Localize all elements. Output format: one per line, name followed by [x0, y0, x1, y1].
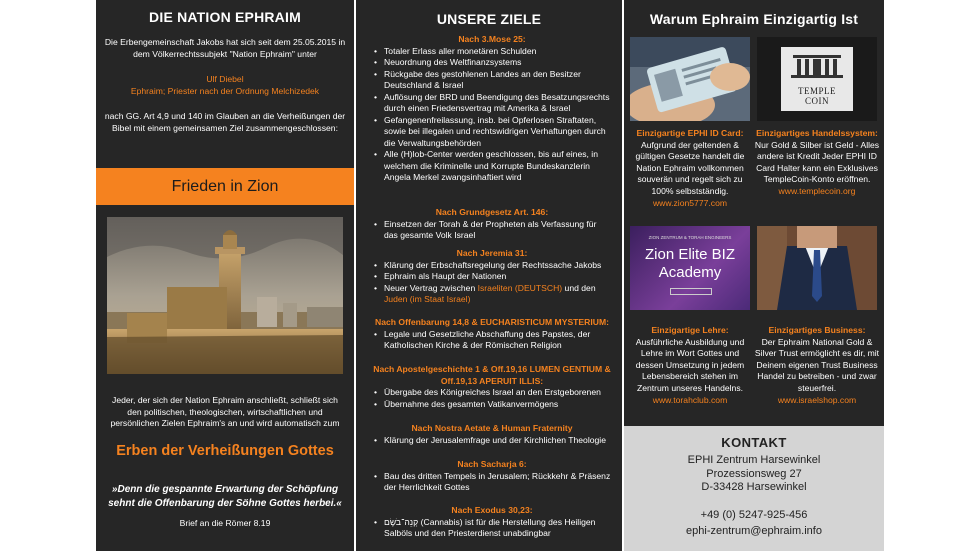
- section-heading: Nach Grundgesetz Art. 146:: [435, 207, 549, 217]
- text-part: Neuer Vertrag zwischen: [384, 282, 478, 293]
- peace-banner: Frieden in Zion: [96, 168, 354, 205]
- list-item: • Übergabe des Königreiches Israel an den Erstgeborenen: [372, 387, 612, 399]
- bullet-list: [372, 46, 612, 184]
- person-role: Ephraim; Priester nach der Ordnung Melchizedek: [130, 86, 320, 96]
- card-title: Einzigartige Lehre:: [651, 325, 729, 335]
- contact-org: EPHI Zentrum Harsewinkel: [687, 454, 821, 466]
- academy-image: [630, 226, 750, 310]
- list-item: • Einsetzen der Torah & der Propheten als Verfassung für das gesamte Volk Israel: [372, 219, 612, 242]
- person-name: Ulf Diebel: [206, 74, 244, 84]
- bullet-list: [372, 219, 612, 242]
- bullet-list: [372, 517, 612, 540]
- join-text: Jeder, der sich der Nation Ephraim anschließt, schließt sich den politischen, theologischen, wirtschaftlichen und persönlichen Zielen Ephraim's an und wird automatisch zum: [110, 395, 340, 429]
- section-heading: Nach Exodus 30,23:: [451, 505, 533, 515]
- list-item: • Klärung der Jerusalemfrage und der Kirchlichen Theologie: [372, 435, 612, 447]
- israeliten-highlight: Israeliten (DEUTSCH): [477, 282, 563, 293]
- academy-title-2: Academy: [658, 264, 722, 281]
- list-item: • Klärung der Erbschaftsregelung der Rechtssache Jakobs: [372, 260, 612, 272]
- goal-section-4: [372, 317, 612, 352]
- business-caption: [753, 325, 881, 406]
- card-text: Ausführliche Ausbildung und Lehre im Wort Gottes und dessen Umsetzung in jedem Lebensbereich stehen im Zentrum unseres Handelns.: [635, 336, 745, 393]
- id-card-image: [630, 37, 750, 121]
- contact-heading: KONTAKT: [721, 435, 787, 450]
- goal-section-6: [372, 423, 612, 446]
- card-link[interactable]: www.templecoin.org: [778, 185, 856, 196]
- goal-section-5: [372, 364, 612, 410]
- section-heading: Nach Offenbarung 14,8 & EUCHARISTICUM MYSTERIUM:: [375, 317, 609, 327]
- goal-section-2: [372, 207, 612, 242]
- section-heading: Nach Apostelgeschichte 1 & Off.19,16 LUMEN GENTIUM &: [373, 364, 611, 374]
- business-image: [757, 226, 877, 310]
- list-item: [372, 283, 612, 306]
- bullet-list: [372, 471, 612, 494]
- bullet-list: [372, 435, 612, 447]
- goal-section-8: [372, 505, 612, 540]
- section-heading: Nach Sacharja 6:: [457, 459, 527, 469]
- juden-highlight: Juden (im Staat Israel): [384, 294, 471, 304]
- contact-city: D-33428 Harsewinkel: [701, 481, 807, 493]
- list-item: • Neuordnung des Weltfinanzsystems: [372, 57, 612, 69]
- list-item: • Totaler Erlass aller monetären Schulden: [372, 46, 612, 58]
- panel-title: UNSERE ZIELE: [436, 11, 542, 27]
- list-item: • קְנֵה־בֹשֶׂם (Cannabis) ist für die Herstellung des Heiligen Salböls und den Priesterdienst unabdingbar: [372, 517, 612, 540]
- intro-text: Die Erbengemeinschaft Jakobs hat sich seit dem 25.05.2015 in dem Völkerrechtssubjekt "Nation Ephraim" unter: [104, 37, 346, 59]
- contact-box: [624, 426, 884, 551]
- panel-title: DIE NATION EPHRAIM: [149, 9, 301, 25]
- teaching-caption: [626, 325, 754, 406]
- card-text: Der Ephraim National Gold & Silver Trust ermöglicht es dir, mit Deinem eigenen Trust Business Handel zu betreiben - und zwar steuerfrei.: [754, 336, 880, 393]
- list-item: • Legale und Gesetzliche Abschaffung des Papstes, der Katholischen Kirche & der Römischen Religion: [372, 329, 612, 352]
- section-heading-cont: Off.19,13 APERUIT ILLIS:: [440, 375, 544, 386]
- bullet-list: [372, 329, 612, 352]
- card-title: Einzigartige EPHI ID Card:: [636, 128, 744, 138]
- goal-section-3: [372, 248, 612, 306]
- quote-line-1: »Denn die gespannte Erwartung der Schöpfung: [111, 484, 339, 495]
- contact-street: Prozessionsweg 27: [706, 467, 802, 480]
- academy-subtitle: ZION ZENTRUM & TORAH ENGINEERS: [648, 235, 732, 240]
- list-item: • Alle (H)lob-Center werden geschlossen, bis auf eines, in welchem die Kriminelle und Korrupte Bundeskanzlerin Angela Merkel zwangsinhaftiert wird: [372, 149, 612, 184]
- list-item: • Übernahme des gesamten Vatikanvermögens: [372, 399, 612, 411]
- card-text: Aufgrund der geltenden & gültigen Gesetze handelt die Nation Ephraim vollkommen souverän und regelt sich zu 100% selbstständig.: [635, 139, 745, 196]
- list-item: • Ephraim als Haupt der Nationen: [372, 271, 612, 283]
- card-text: Nur Gold & Silber ist Geld - Alles andere ist Kredit Jeder EPHI ID Card Halter kann ein Exklusives TempleCoin-Konto eröffnen.: [754, 139, 880, 185]
- academy-title-1: Zion Elite BIZ: [644, 246, 736, 263]
- contact-phone[interactable]: +49 (0) 5247-925-456: [700, 508, 808, 521]
- text-part: und den: [562, 282, 596, 293]
- heirs-heading: Erben der Verheißungen Gottes: [116, 443, 334, 459]
- goal-section-7: [372, 459, 612, 494]
- panel-title: Warum Ephraim Einzigartig Ist: [649, 11, 859, 27]
- list-item: • Gefangenenfreilassung, insb. bei Opferlosen Straftaten, sowie bei illegalen und rechtswidrigen Verhaftungen durch die Verwaltungsbehörden: [372, 115, 612, 150]
- card-link[interactable]: www.torahclub.com: [652, 394, 728, 405]
- card-title: Einzigartiges Business:: [768, 325, 866, 335]
- id-card-caption: [626, 128, 754, 209]
- section-heading: Nach 3.Mose 25:: [458, 34, 526, 44]
- trading-caption: [753, 128, 881, 198]
- basis-text: nach GG. Art 4,9 und 140 im Glauben an die Verheißungen der Bibel mit einem gemeinsamen Ziel zusammengeschlossen:: [104, 111, 346, 133]
- panel-nation-ephraim: [96, 0, 354, 551]
- bullet-list: [372, 387, 612, 410]
- section-heading: Nach Nostra Aetate & Human Fraternity: [411, 423, 573, 433]
- temple-sign-line1: TEMPLE: [798, 86, 836, 96]
- card-link[interactable]: www.zion5777.com: [652, 197, 728, 208]
- jerusalem-photo: [107, 217, 343, 374]
- temple-sign-line2: COIN: [805, 96, 829, 106]
- quote-source: Brief an die Römer 8.19: [179, 518, 271, 528]
- list-item: • Auflösung der BRD und Beendigung des Besatzungsrechts durch einen Friedensvertrag mit Amerika & Israel: [372, 92, 612, 115]
- goal-section-1: [372, 34, 612, 184]
- panel-goals: [356, 0, 622, 551]
- academy-button-shape: [670, 288, 712, 295]
- contact-email[interactable]: ephi-zentrum@ephraim.info: [686, 525, 822, 537]
- quote-line-2: sehnt die Offenbarung der Söhne Gottes herbei.«: [108, 498, 342, 509]
- bullet-list: [372, 260, 612, 306]
- temple-coin-image: [757, 37, 877, 121]
- card-link[interactable]: www.israelshop.com: [777, 394, 857, 405]
- list-item: • Bau des dritten Tempels in Jerusalem; Rückkehr & Präsenz der Herrlichkeit Gottes: [372, 471, 612, 494]
- card-title: Einzigartiges Handelssystem:: [756, 128, 878, 138]
- list-item: • Rückgabe des gestohlenen Landes an den Besitzer Deutschland & Israel: [372, 69, 612, 92]
- section-heading: Nach Jeremia 31:: [456, 248, 528, 258]
